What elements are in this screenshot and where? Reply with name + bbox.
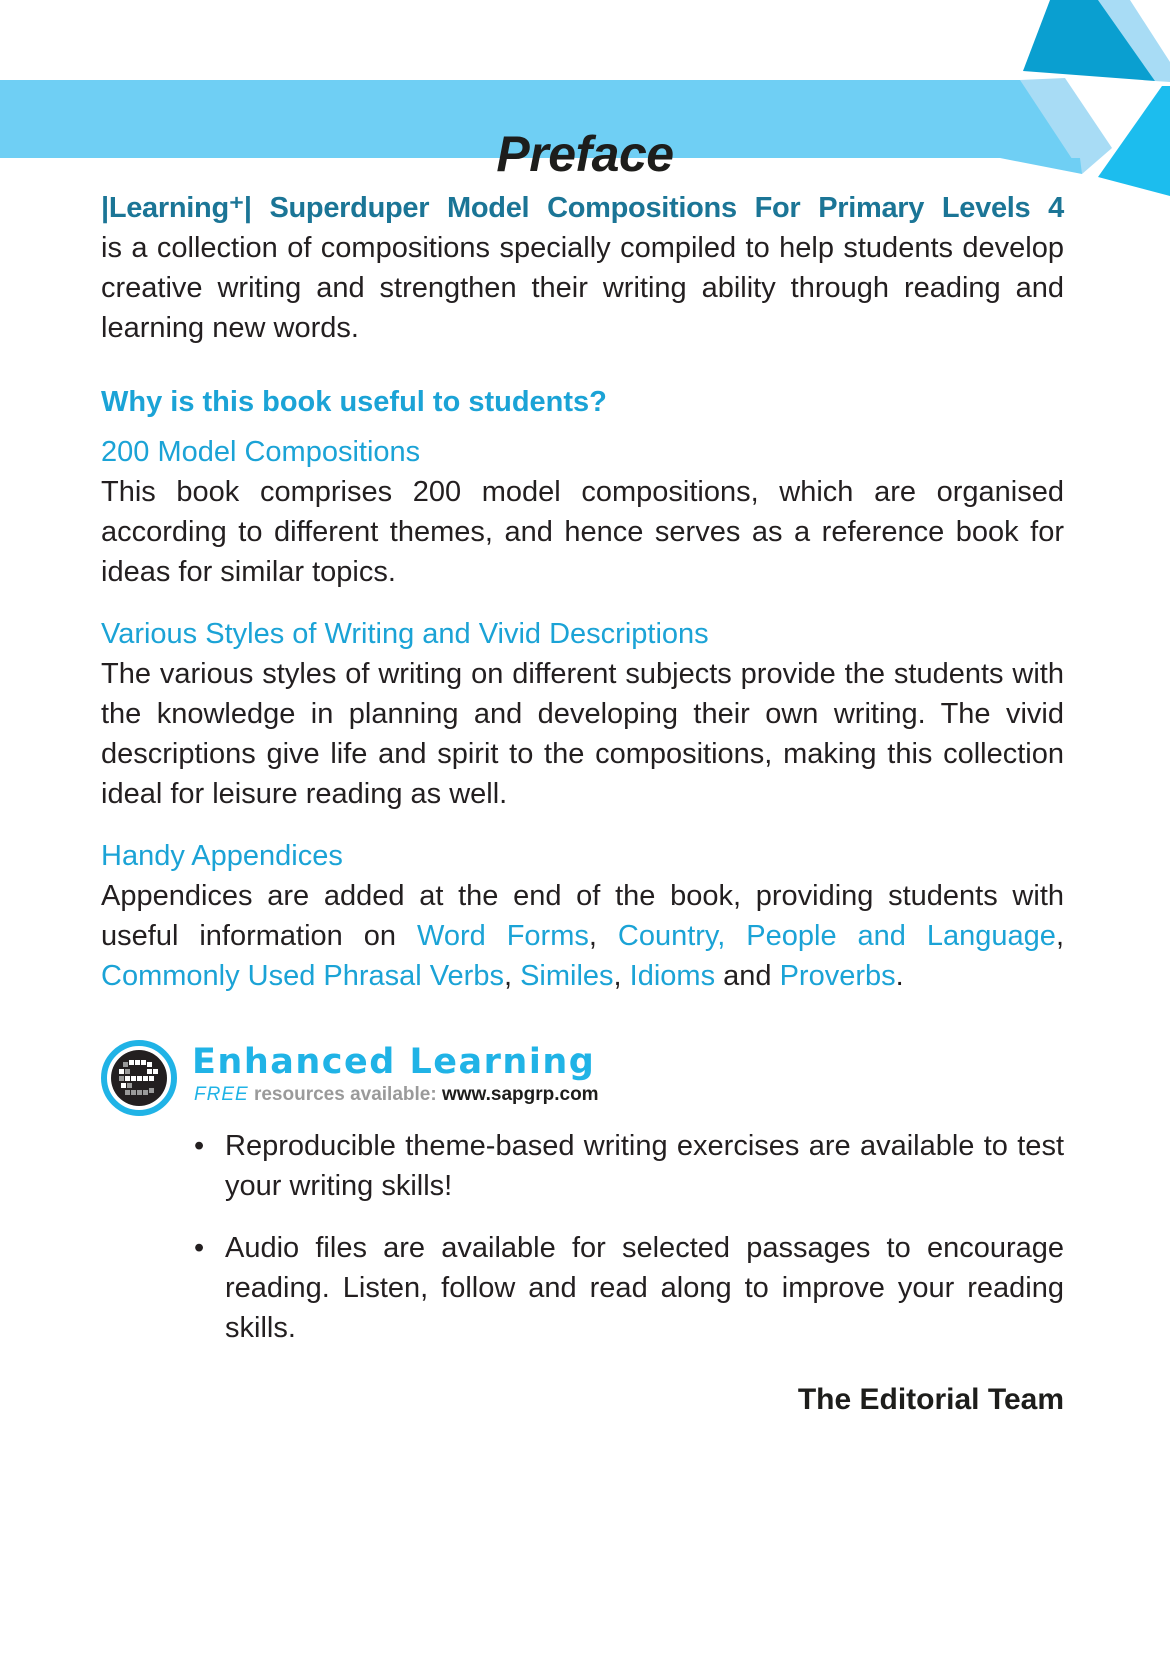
- appendix-idioms: Idioms: [629, 960, 716, 992]
- appendix-proverbs: Proverbs: [779, 960, 896, 992]
- free-label: FREE: [194, 1084, 249, 1105]
- bullet-icon: •: [194, 1232, 205, 1264]
- enhanced-learning-title: Enhanced Learning: [192, 1042, 596, 1082]
- preface-content: [101, 188, 1064, 996]
- separator: ,: [503, 960, 521, 992]
- separator: ,: [1055, 920, 1064, 952]
- why-heading: Why is this book useful to students?: [101, 386, 607, 418]
- list-item: [194, 1228, 1064, 1348]
- separator: ,: [613, 960, 630, 992]
- enhanced-learning-list: [194, 1126, 1064, 1348]
- resources-label: resources available:: [248, 1084, 442, 1105]
- appendix-word-forms: Word Forms: [416, 920, 589, 952]
- enhanced-learning-subtitle: [194, 1084, 599, 1106]
- signature: The Editorial Team: [797, 1383, 1064, 1416]
- book-title: |Learning⁺| Superduper Model Compositions For Primary Levels 4: [101, 192, 1064, 224]
- appendix-phrasal-verbs: Commonly Used Phrasal Verbs: [101, 960, 504, 992]
- section-body-model-compositions: This book comprises 200 model compositions, which are organised according to different themes, and hence serves as a reference book for ideas for similar topics.: [101, 476, 1064, 588]
- section-heading-appendices: Handy Appendices: [101, 840, 343, 872]
- list-item-text: Audio files are available for selected passages to encourage reading. Listen, follow and read along to improve your reading skills.: [225, 1232, 1064, 1344]
- list-item-text: Reproducible theme-based writing exercises are available to test your writing skills!: [225, 1130, 1064, 1202]
- appendices-lead: Appendices are added at the end of the book, providing students with useful information on: [101, 880, 1064, 952]
- appendix-similes: Similes: [520, 960, 614, 992]
- separator: .: [895, 960, 904, 992]
- intro-paragraph: is a collection of compositions specially compiled to help students develop creative writing and strengthen their writing ability through reading and learning new words.: [101, 232, 1064, 344]
- separator: ,: [588, 920, 618, 952]
- section-body-appendices: [101, 876, 1064, 996]
- separator: and: [715, 960, 780, 992]
- page-title: Preface: [496, 125, 674, 182]
- section-heading-model-compositions: 200 Model Compositions: [101, 436, 421, 468]
- bullet-icon: •: [194, 1130, 205, 1162]
- website-url: www.sapgrp.com: [441, 1084, 599, 1105]
- section-body-writing-styles: The various styles of writing on different subjects provide the students with the knowledge in planning and developing their own writing. The vivid descriptions give life and spirit to the compositions, making this collection ideal for leisure reading as well.: [101, 658, 1064, 810]
- enhanced-learning-logo-icon: [101, 1040, 177, 1116]
- appendix-country-people-language: Country, People and Language: [617, 920, 1056, 952]
- list-item: [194, 1126, 1064, 1206]
- section-heading-writing-styles: Various Styles of Writing and Vivid Descriptions: [101, 618, 709, 650]
- enhanced-learning-banner: [101, 1040, 701, 1120]
